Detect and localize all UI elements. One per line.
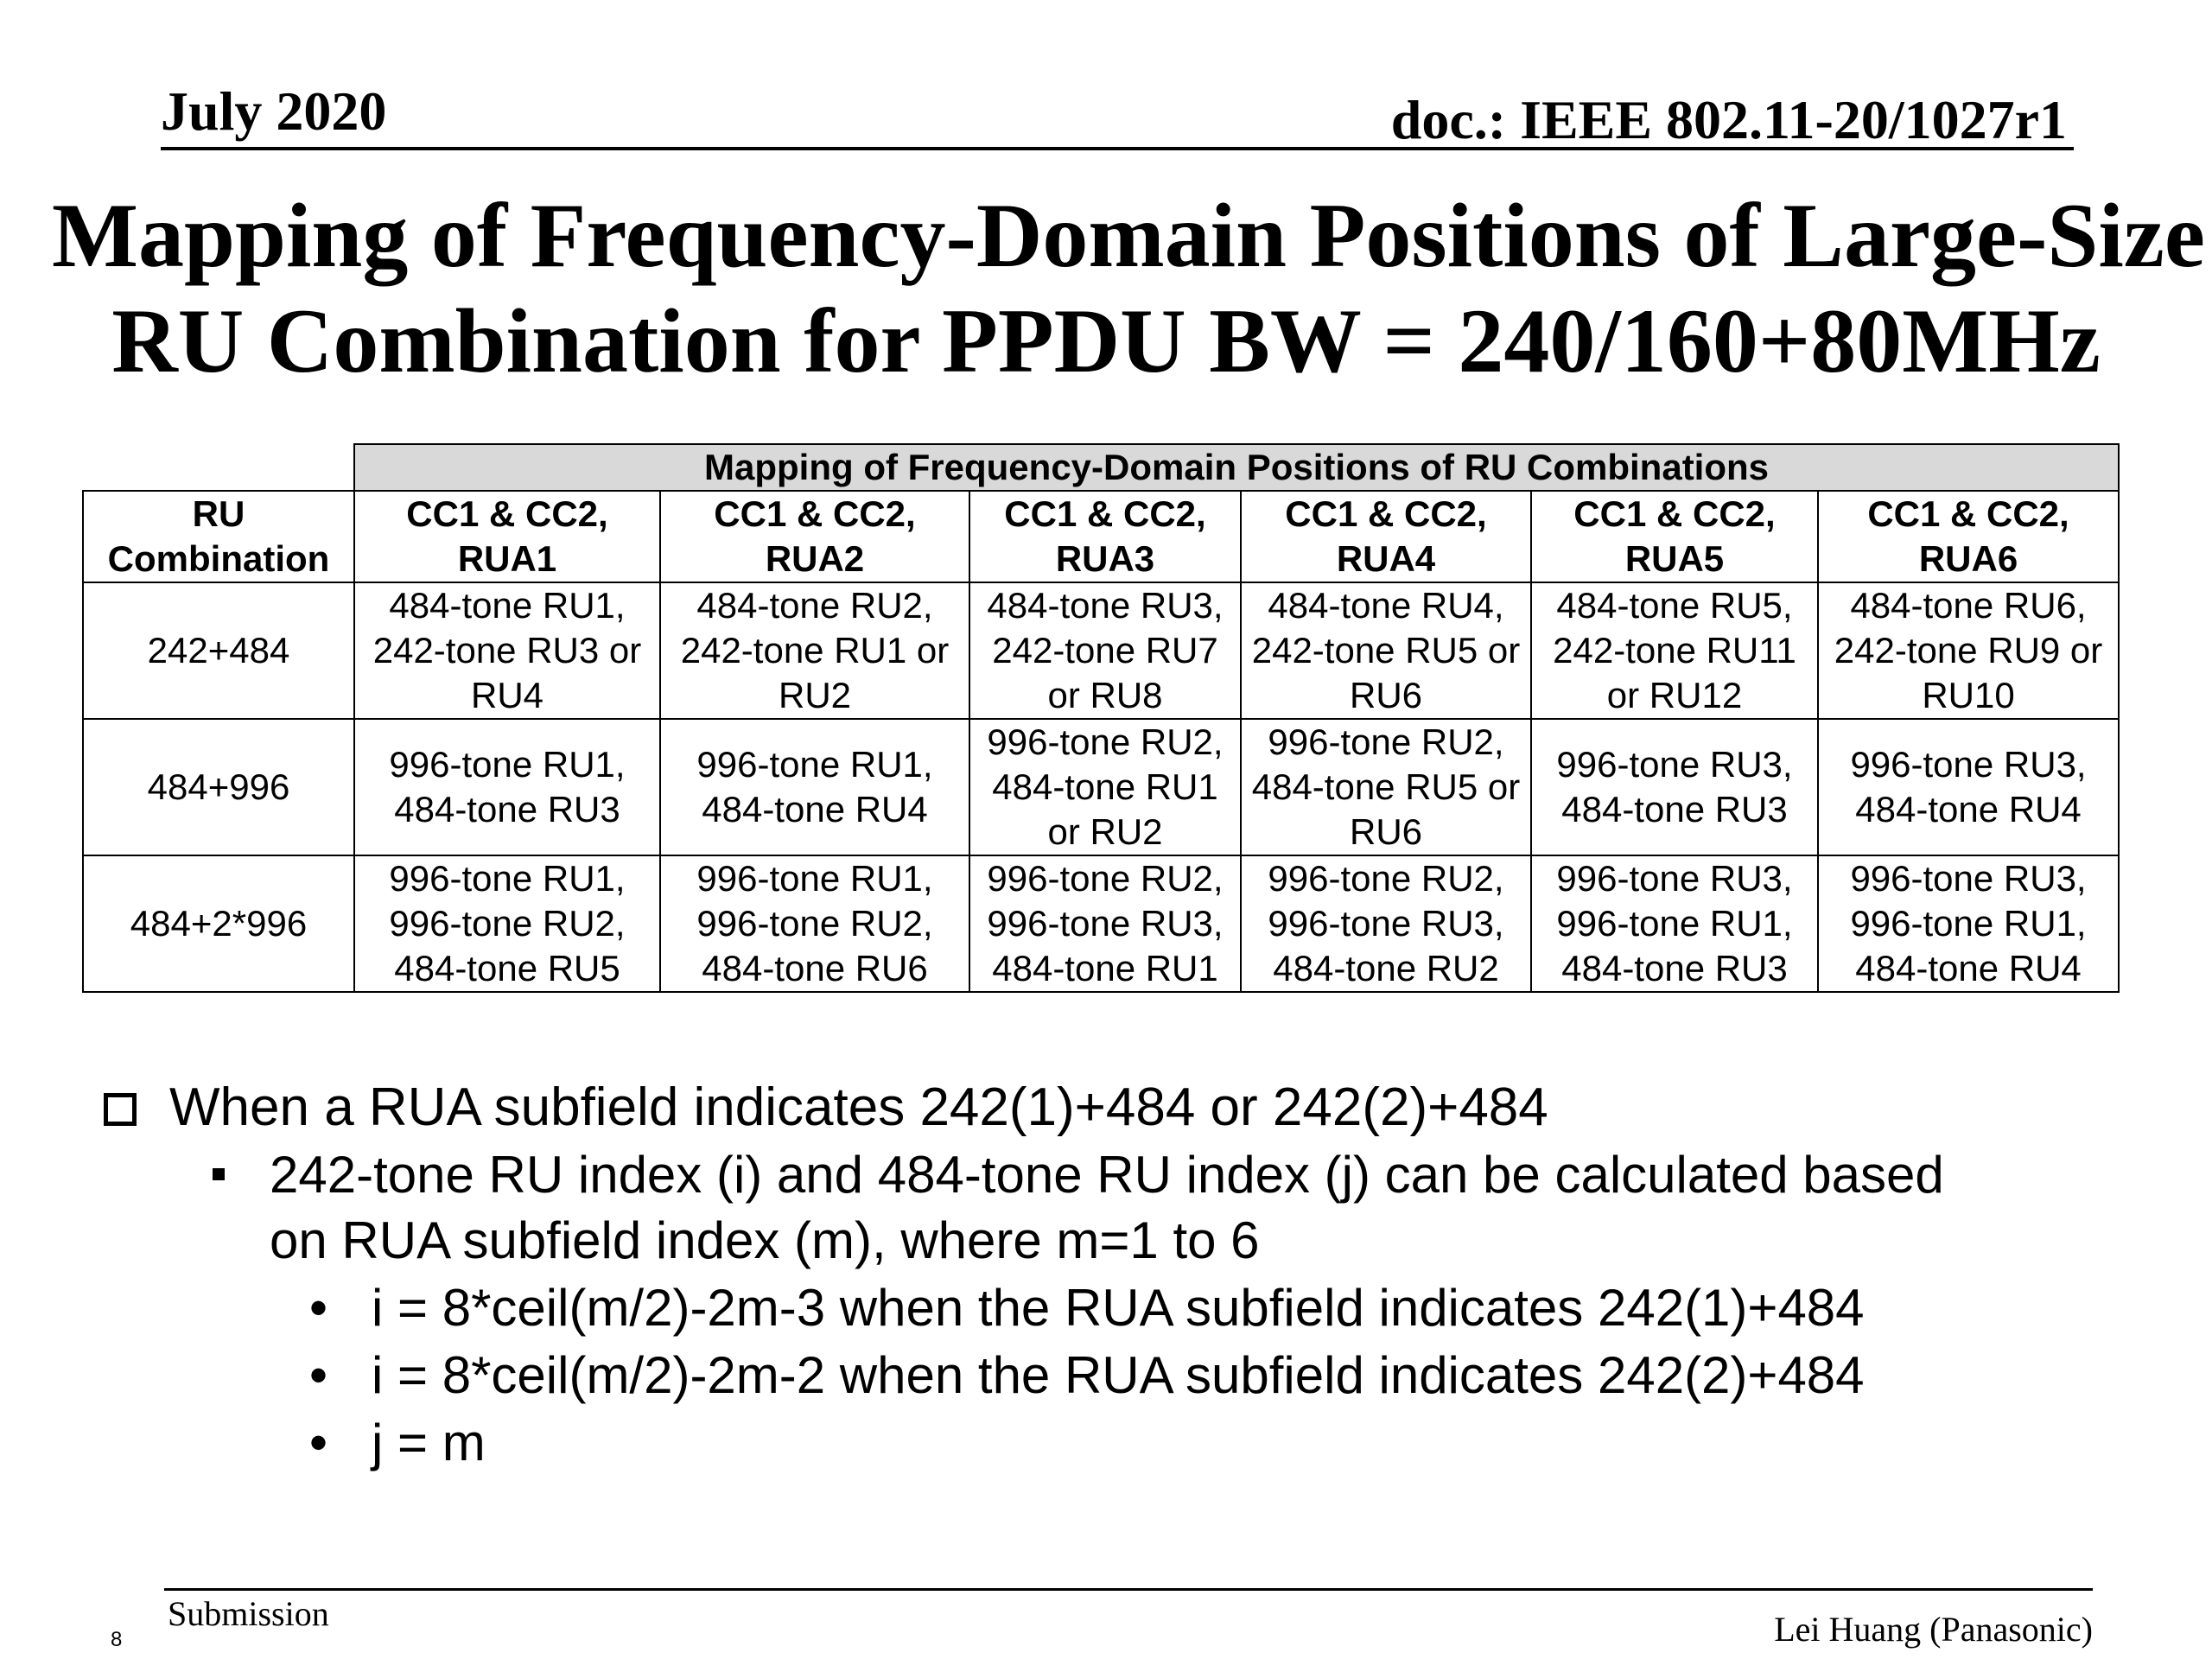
bullet-text-line-1: 242-tone RU index (i) and 484-tone RU index (j) can be calculated based [270,1146,1944,1204]
cell-line: RU10 [1922,675,2015,715]
cell-line: 484-tone RU5, [1556,585,1793,626]
cell-line: RU4 [470,675,544,715]
cell-line: 484-tone RU3 [1561,789,1788,830]
column-header-line-2: RUA3 [1055,538,1155,579]
table-cell [660,855,969,992]
column-header-line-1: CC1 & CC2, [406,493,608,534]
bullet-level-3 [104,1275,2143,1341]
table-cell [1818,582,2119,719]
table-cell [660,719,969,855]
cell-line: 242-tone RU1 or [680,630,950,671]
column-header-line-2: RUA4 [1336,538,1436,579]
cell-line: 996-tone RU3, [1556,858,1793,899]
bullet-list [104,1075,2143,1476]
table-cell [1818,719,2119,855]
column-header-line-1: CC1 & CC2, [714,493,916,534]
table-cell [1241,719,1531,855]
bullet-level-3 [104,1343,2143,1408]
table-corner-blank [83,444,354,491]
bullet-text: j = m [372,1414,486,1471]
cell-line: 484-tone RU3 [394,789,620,830]
dot-bullet-icon: • [309,1346,328,1404]
bullet-level-2 [104,1142,2143,1274]
cell-line: 996-tone RU2, [696,903,933,944]
row-label: 484+2*996 [83,855,354,992]
column-header-line-1: CC1 & CC2, [1004,493,1206,534]
slide-title-line-1: Mapping of Frequency-Domain Positions of Large-Size [52,185,2205,286]
cell-line: 996-tone RU1, [389,858,626,899]
cell-line: RU2 [778,675,852,715]
footer-divider [164,1588,2093,1591]
cell-line: 242-tone RU9 or [1834,630,2103,671]
table-cell [1531,855,1818,992]
table-super-header: Mapping of Frequency-Domain Positions of RU Combinations [354,444,2119,491]
column-header-rua1 [354,491,660,582]
cell-line: 996-tone RU1, [696,858,933,899]
cell-line: RU6 [1349,811,1423,852]
row-header-title-line-1: RU [192,493,245,534]
cell-line: 996-tone RU2, [987,721,1224,762]
cell-line: or RU12 [1606,675,1743,715]
bullet-text: i = 8*ceil(m/2)-2m-3 when the RUA subfield indicates 242(1)+484 [372,1279,1865,1337]
cell-line: 996-tone RU1, [1556,903,1793,944]
column-header-line-2: RUA6 [1918,538,2018,579]
table-cell [969,855,1241,992]
cell-line: 484-tone RU6 [702,948,928,988]
table-row-484-996 [83,719,2119,855]
dot-bullet-icon: • [309,1414,328,1471]
cell-line: 484-tone RU4 [702,789,928,830]
row-label: 484+996 [83,719,354,855]
bullet-text-line-2: on RUA subfield index (m), where m=1 to 6 [270,1211,1260,1269]
column-header-line-1: CC1 & CC2, [1867,493,2069,534]
header-date: July 2020 [161,80,387,142]
column-header-rua2 [660,491,969,582]
page-number: 8 [111,1628,123,1651]
table-cell [1531,582,1818,719]
table-row-484-2x996 [83,855,2119,992]
cell-line: 484-tone RU6, [1850,585,2087,626]
table-cell [969,719,1241,855]
cell-line: 996-tone RU1, [696,744,933,785]
column-header-rua5 [1531,491,1818,582]
cell-line: 242-tone RU7 [992,630,1218,671]
cell-line: 484-tone RU5 or [1251,766,1521,807]
table-cell [1531,719,1818,855]
cell-line: 996-tone RU3, [1850,744,2087,785]
cell-line: 996-tone RU2, [1268,721,1504,762]
cell-line: 996-tone RU1, [1850,903,2087,944]
cell-line: 996-tone RU2, [389,903,626,944]
cell-line: or RU2 [1047,811,1163,852]
footer-submission: Submission [168,1594,329,1633]
cell-line: 484-tone RU1 [992,948,1218,988]
cell-line: 996-tone RU3, [1850,858,2087,899]
cell-line: 242-tone RU11 [1553,630,1796,671]
cell-line: 484-tone RU1, [389,585,626,626]
bullet-level-3 [104,1410,2143,1476]
table-row-242-484 [83,582,2119,719]
footer-author: Lei Huang (Panasonic) [1774,1610,2093,1649]
table-cell [354,582,660,719]
table-cell [1241,855,1531,992]
row-header-title [83,491,354,582]
slide-title-line-2: RU Combination for PPDU BW = 240/160+80MHz [111,290,2101,391]
cell-line: 996-tone RU2, [1268,858,1504,899]
table-cell [1241,582,1531,719]
row-label: 242+484 [83,582,354,719]
cell-line: 484-tone RU4 [1855,789,2082,830]
bullet-text: i = 8*ceil(m/2)-2m-2 when the RUA subfield indicates 242(2)+484 [372,1346,1865,1404]
table-cell [354,719,660,855]
column-header-rua3 [969,491,1241,582]
hollow-square-bullet-icon [104,1093,137,1126]
cell-line: 996-tone RU3, [987,903,1224,944]
column-header-rua6 [1818,491,2119,582]
cell-line: 996-tone RU3, [1268,903,1504,944]
column-header-line-2: RUA2 [765,538,865,579]
cell-line: 484-tone RU2 [1273,948,1499,988]
cell-line: 484-tone RU3, [987,585,1224,626]
cell-line: 242-tone RU5 or [1251,630,1521,671]
cell-line: 484-tone RU3 [1561,948,1788,988]
ru-mapping-table [82,443,2120,993]
column-header-line-2: RUA5 [1624,538,1725,579]
column-header-line-2: RUA1 [457,538,557,579]
table-cell [660,582,969,719]
column-header-line-1: CC1 & CC2, [1573,493,1776,534]
cell-line: 996-tone RU1, [389,744,626,785]
column-header-line-1: CC1 & CC2, [1285,493,1487,534]
cell-line: 484-tone RU2, [696,585,933,626]
column-header-rua4 [1241,491,1531,582]
square-bullet-icon [213,1168,225,1180]
table-cell [1818,855,2119,992]
cell-line: 996-tone RU2, [987,858,1224,899]
table-cell [354,855,660,992]
slide-title [52,183,2205,394]
header-doc-id: doc.: IEEE 802.11-20/1027r1 [1390,89,2067,150]
cell-line: RU6 [1349,675,1423,715]
bullet-text: When a RUA subfield indicates 242(1)+484 or 242(2)+484 [169,1077,1548,1137]
bullet-level-1 [104,1075,2143,1141]
table-cell [969,582,1241,719]
cell-line: 242-tone RU3 or [372,630,642,671]
dot-bullet-icon: • [309,1279,328,1337]
cell-line: 484-tone RU4, [1268,585,1504,626]
cell-line: or RU8 [1047,675,1163,715]
row-header-title-line-2: Combination [107,538,330,579]
cell-line: 484-tone RU4 [1855,948,2082,988]
cell-line: 484-tone RU5 [394,948,620,988]
header-divider [161,147,2074,150]
cell-line: 484-tone RU1 [992,766,1218,807]
cell-line: 996-tone RU3, [1556,744,1793,785]
